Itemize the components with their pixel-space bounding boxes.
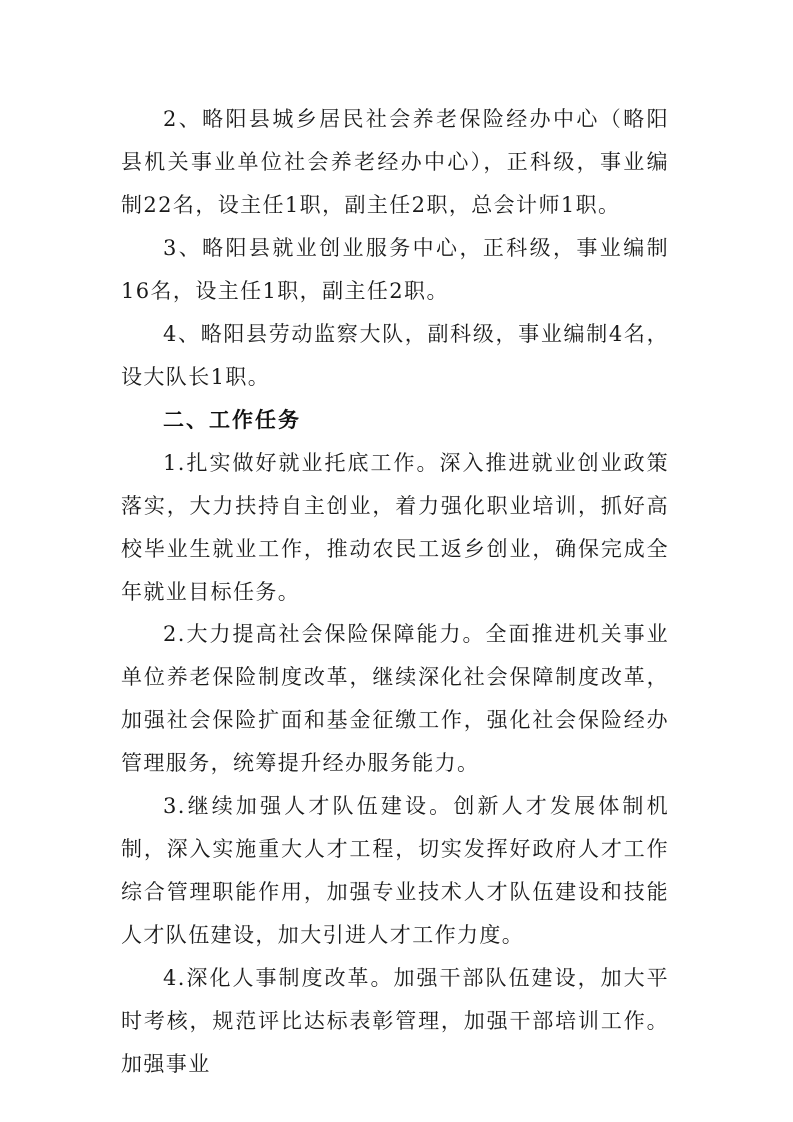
paragraph-pension-center: 2、略阳县城乡居民社会养老保险经办中心（略阳县机关事业单位社会养老经办中心），正科级，事业编制22名，设主任1职，副主任2职，总会计师1职。 (121, 107, 669, 217)
task-paragraph-2: 2.大力提高社会保险保障能力。全面推进机关事业单位养老保险制度改革，继续深化社会保障制度改革，加强社会保险扩面和基金征缴工作，强化社会保险经办管理服务，统筹提升经办服务能力。 (121, 622, 669, 775)
task-paragraph-3: 3.继续加强人才队伍建设。创新人才发展体制机制，深入实施重大人才工程，切实发挥好政府人才工作综合管理职能作用，加强专业技术人才队伍建设和技能人才队伍建设，加大引进人才工作力度。 (121, 794, 669, 947)
paragraph-labor-inspection: 4、略阳县劳动监察大队，副科级，事业编制4名，设大队长1职。 (121, 322, 669, 389)
paragraph-employment-center: 3、略阳县就业创业服务中心，正科级，事业编制16名，设主任1职，副主任2职。 (121, 236, 669, 303)
task-paragraph-4: 4.深化人事制度改革。加强干部队伍建设，加大平时考核，规范评比达标表彰管理，加强干部培训工作。加强事业 (121, 966, 669, 1076)
task-paragraph-1: 1.扎实做好就业托底工作。深入推进就业创业政策落实，大力扶持自主创业，着力强化职业培训，抓好高校毕业生就业工作，推动农民工返乡创业，确保完成全年就业目标任务。 (121, 451, 669, 604)
section-heading: 二、工作任务 (163, 408, 301, 432)
